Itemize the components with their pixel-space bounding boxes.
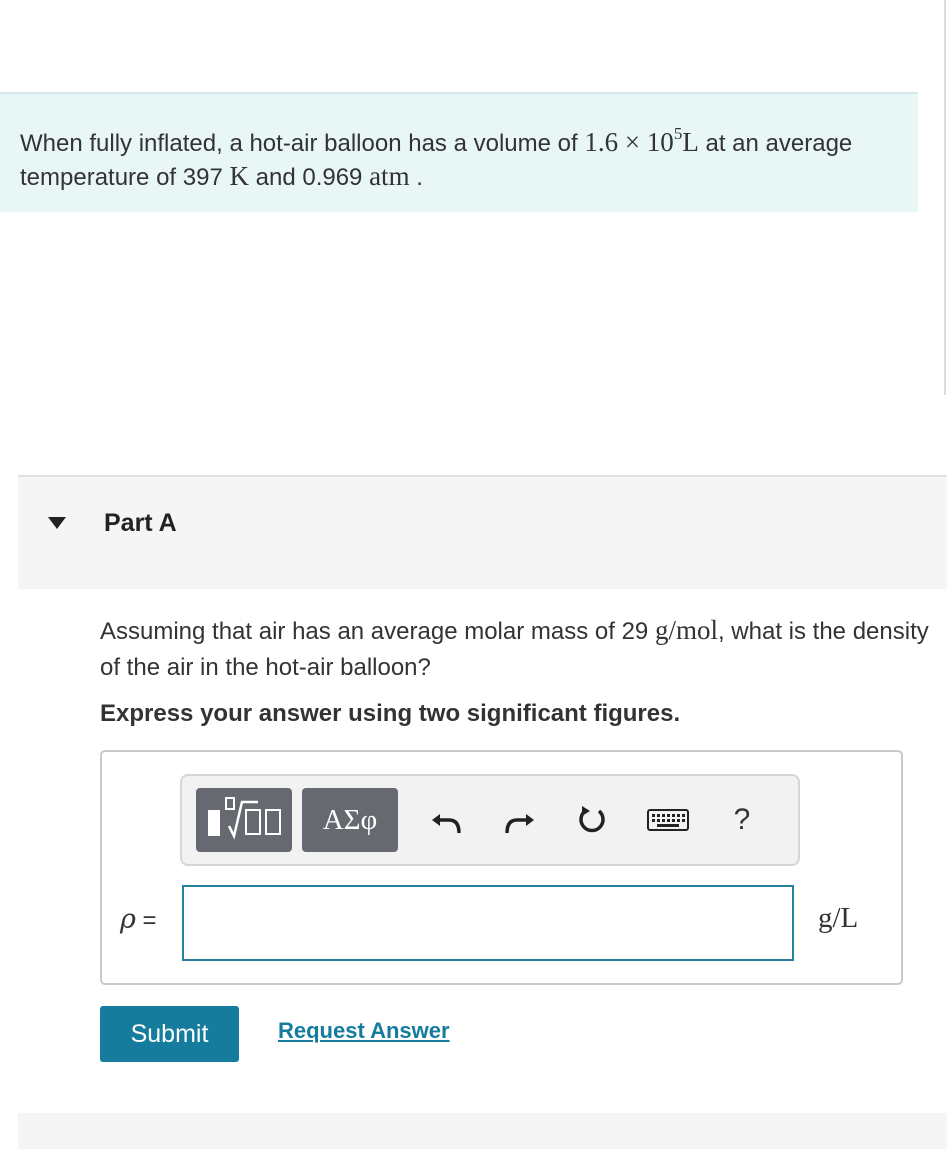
redo-icon <box>503 805 537 835</box>
undo-icon <box>429 805 463 835</box>
scrollbar[interactable] <box>944 0 946 395</box>
greek-letters-icon: ΑΣφ <box>322 803 378 836</box>
submit-button[interactable]: Submit <box>100 1006 239 1062</box>
keyboard-icon <box>647 808 689 832</box>
math-toolbar <box>180 774 800 866</box>
volume-value: $1.6 \times 10^5L$ <box>584 124 699 157</box>
next-section-strip <box>18 1113 947 1149</box>
help-button[interactable] <box>722 800 762 840</box>
redo-button[interactable] <box>500 800 540 840</box>
templates-button[interactable] <box>196 788 292 852</box>
temperature-unit: K <box>229 161 249 191</box>
question-text: Assuming that air has an average molar mass of 29 g/mol, what is the density of the air in the hot-air balloon? <box>100 615 929 681</box>
answer-input[interactable] <box>182 885 794 961</box>
reset-button[interactable] <box>572 800 612 840</box>
collapse-caret-icon[interactable] <box>48 517 66 529</box>
answer-instruction: Express your answer using two significant figures. <box>100 700 681 727</box>
molar-mass-unit: g/mol <box>654 615 718 645</box>
templates-icon <box>196 788 292 852</box>
greek-letters-button[interactable] <box>302 788 398 852</box>
help-icon: ? <box>733 803 751 836</box>
pressure-unit: atm <box>369 161 410 191</box>
request-answer-link[interactable]: Request Answer <box>278 1018 450 1043</box>
undo-button[interactable] <box>426 800 466 840</box>
reset-icon <box>575 803 609 837</box>
answer-unit: g/L <box>818 902 859 934</box>
problem-statement <box>0 92 918 212</box>
answer-variable-label: ρ = <box>120 904 157 935</box>
keyboard-button[interactable] <box>644 800 692 840</box>
part-title: Part A <box>104 509 177 537</box>
problem-text: When fully inflated, a hot-air balloon has a volume of $1.6 \times 10^5L$ at an average temperature of 397 K and 0.969 atm . <box>20 124 853 191</box>
part-a-header[interactable] <box>18 475 947 589</box>
answer-area <box>100 750 903 985</box>
